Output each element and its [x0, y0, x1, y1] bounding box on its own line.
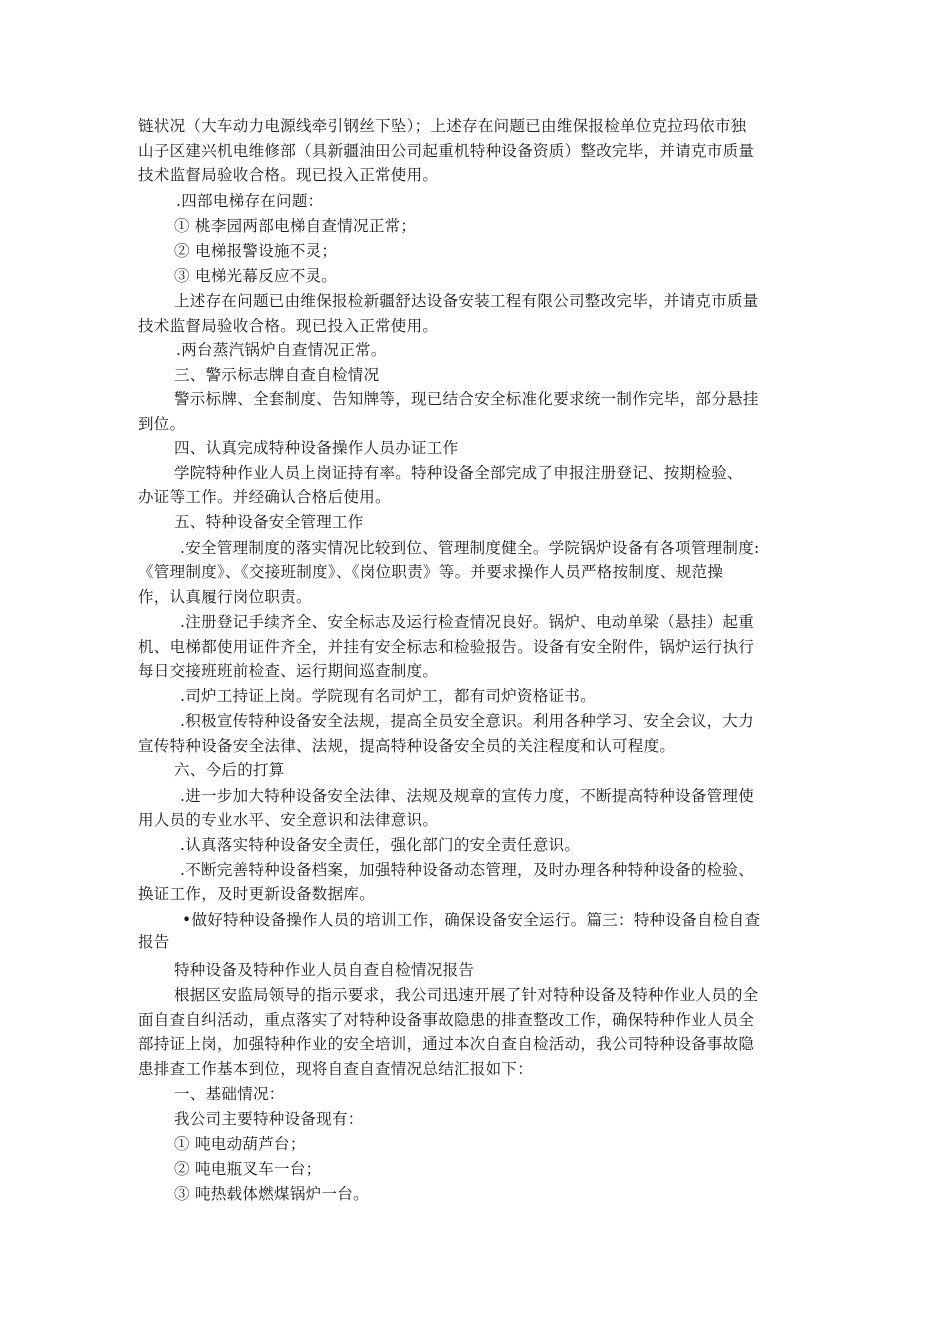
- text-line: 我公司主要特种设备现有：: [174, 1110, 364, 1128]
- text-line: .两台蒸汽锅炉自查情况正常。: [176, 341, 387, 359]
- text-line: 根据区安监局领导的指示要求，我公司迅速开展了针对特种设备及特种作业人员的全: [174, 986, 759, 1004]
- text-line: 上述存在问题已由维保报检新疆舒达设备安装工程有限公司整改完毕，并请克市质量: [174, 292, 759, 310]
- text-line: 机、电梯都使用证件齐全，并挂有安全标志和检验报告。设备有安全附件，锅炉运行执行: [138, 638, 755, 656]
- text-line: .认真落实特种设备安全责任，强化部门的安全责任意识。: [180, 836, 581, 854]
- text-line: .司炉工持证上岗。学院现有名司炉工，都有司炉资格证书。: [180, 687, 597, 705]
- section-heading: 三、警示标志牌自查自检情况: [174, 366, 380, 384]
- list-item: ③ 电梯光幕反应不灵。: [174, 267, 338, 285]
- text-line: .积极宣传特种设备安全法规，提高全员安全意识。利用各种学习、安全会议，大力: [180, 712, 755, 730]
- text-line: 山子区建兴机电维修部（具新疆油田公司起重机特种设备资质）整改完毕，并请克市质量: [138, 142, 755, 160]
- text-line: .不断完善特种设备档案，加强特种设备动态管理，及时办理各种特种设备的检验、: [180, 861, 755, 879]
- text-line: .进一步加大特种设备安全法律、法规及规章的宣传力度，不断提高特种设备管理使: [180, 787, 755, 805]
- text-line: 面自查自纠活动，重点落实了对特种设备事故隐患的排查整改工作，确保特种作业人员全: [138, 1011, 755, 1029]
- list-item: ① 吨电动葫芦台；: [174, 1135, 306, 1153]
- text-line: .四部电梯存在问题：: [176, 192, 324, 210]
- text-line: .安全管理制度的落实情况比较到位、管理制度健全。学院锅炉设备有各项管理制度:: [180, 539, 760, 557]
- text-line: 链状况（大车动力电源线牵引钢丝下坠）；上述存在问题已由维保报检单位克拉玛依市独: [138, 117, 747, 135]
- list-item: ② 电梯报警设施不灵；: [174, 242, 338, 260]
- text-line: .注册登记手续齐全、安全标志及运行检查情况良好。锅炉、电动单梁（悬挂）起重: [180, 613, 755, 631]
- text-line: 办证等工作。并经确认合格后使用。: [138, 488, 391, 506]
- list-item: ② 吨电瓶叉车一台；: [174, 1160, 322, 1178]
- report-title: 特种设备及特种作业人员自查自检情况报告: [174, 961, 475, 979]
- text-line: 报告: [138, 933, 170, 951]
- text-line: 换证工作，及时更新设备数据库。: [138, 885, 376, 903]
- text-line: 用人员的专业水平、安全意识和法律意识。: [138, 811, 439, 829]
- list-item: ① 桃李园两部电梯自查情况正常；: [174, 217, 417, 235]
- text-line: •做好特种设备操作人员的培训工作，确保设备安全运行。篇三：特种设备自检自查: [182, 911, 761, 929]
- text-line: 技术监督局验收合格。现已投入正常使用。: [138, 317, 439, 335]
- section-heading: 五、特种设备安全管理工作: [174, 513, 364, 531]
- text-line: 警示标牌、全套制度、告知牌等，现已结合安全标准化要求统一制作完毕，部分悬挂: [174, 390, 759, 408]
- text-line: 学院特种作业人员上岗证持有率。特种设备全部完成了申报注册登记、按期检验、: [174, 464, 743, 482]
- text-line: 部持证上岗，加强特种作业的安全培训，通过本次自查自检活动，我公司特种设备事故隐: [138, 1035, 755, 1053]
- text-line: 《管理制度》、《交接班制度》、《岗位职责》等。并要求操作人员严格按制度、规范操: [138, 563, 724, 581]
- list-item: ③ 吨热载体燃煤锅炉一台。: [174, 1185, 369, 1203]
- text-line: 患排查工作基本到位，现将自查自查情况总结汇报如下：: [138, 1060, 534, 1078]
- text-line: 宣传特种设备安全法律、法规，提高特种设备安全员的关注程度和认可程度。: [138, 737, 676, 755]
- text-line: 技术监督局验收合格。现已投入正常使用。: [138, 166, 439, 184]
- section-heading: 一、基础情况：: [174, 1085, 285, 1103]
- section-heading: 四、认真完成特种设备操作人员办证工作: [174, 439, 459, 457]
- text-line: 每日交接班班前检查、运行期间巡查制度。: [138, 662, 439, 680]
- text-line: 到位。: [138, 415, 186, 433]
- text-line: 作，认真履行岗位职责。: [138, 588, 312, 606]
- section-heading: 六、今后的打算: [174, 761, 285, 779]
